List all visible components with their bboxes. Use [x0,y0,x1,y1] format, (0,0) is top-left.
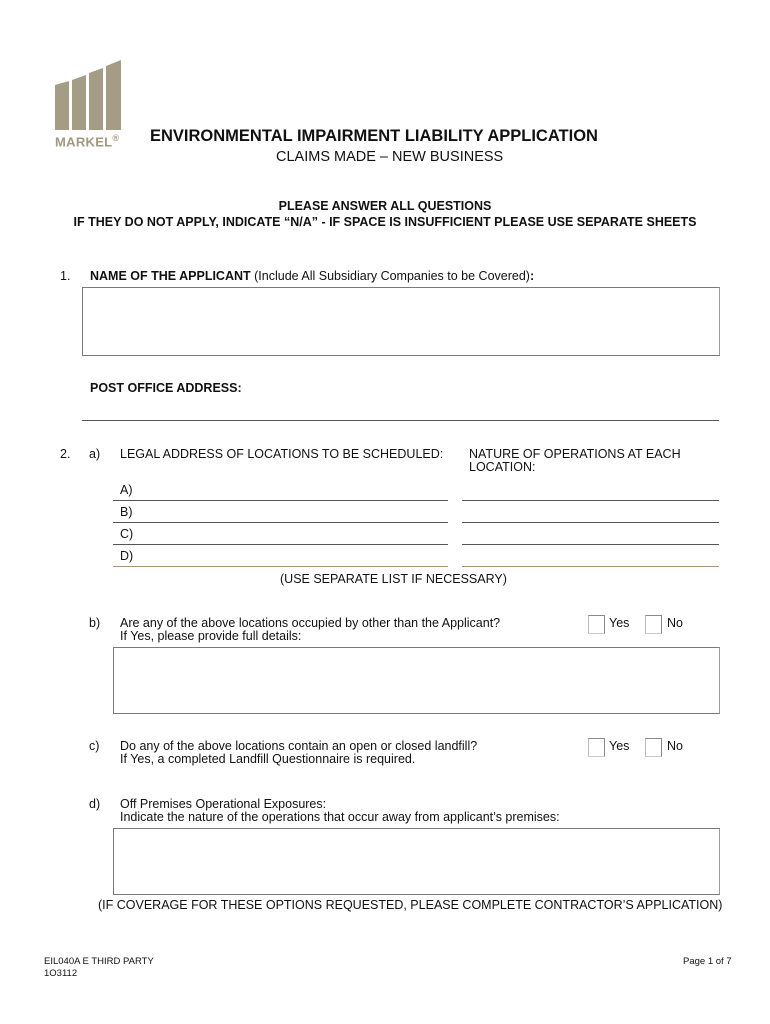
instruction-line-2: IF THEY DO NOT APPLY, INDICATE “N/A” - IF SPACE IS INSUFFICIENT PLEASE USE SEPARATE SHEETS [73,215,697,229]
q1-number: 1. [60,269,71,283]
location-operations-field-d[interactable] [462,566,719,567]
q2c-question: Do any of the above locations contain an open or closed landfill? [120,739,478,753]
location-address-field-a[interactable] [113,500,448,501]
location-operations-field-b[interactable] [462,522,719,523]
location-row-label-a: A) [120,483,133,497]
legal-address-heading: LEGAL ADDRESS OF LOCATIONS TO BE SCHEDULED: [120,447,444,461]
location-address-field-c[interactable] [113,544,448,545]
page-subtitle: CLAIMS MADE – NEW BUSINESS [276,149,504,165]
q1-label: NAME OF THE APPLICANT (Include All Subsidiary Companies to be Covered): [90,269,535,283]
location-operations-field-c[interactable] [462,544,719,545]
q2c-yes-label: Yes [609,739,630,753]
post-office-address-field[interactable] [82,420,719,421]
q2d-letter: d) [89,797,101,811]
footer-form-id: EIL040A E THIRD PARTY [44,956,154,967]
location-address-field-d[interactable] [113,566,448,567]
post-office-label: POST OFFICE ADDRESS: [90,381,242,395]
q2b-details-field[interactable] [113,647,720,714]
q2c-no-checkbox[interactable] [645,738,662,757]
applicant-name-field[interactable] [82,287,720,356]
q2-number: 2. [60,447,71,461]
nature-of-operations-heading-1: NATURE OF OPERATIONS AT EACH [469,447,681,461]
separate-list-note: (USE SEPARATE LIST IF NECESSARY) [280,572,507,586]
page-title: ENVIRONMENTAL IMPAIRMENT LIABILITY APPLICATION [150,127,598,145]
location-row-label-d: D) [120,549,134,563]
q2b-no-label: No [667,616,683,630]
q2c-no-label: No [667,739,683,753]
footer-form-date: 1O3112 [44,968,78,979]
q2d-details-field[interactable] [113,828,720,895]
location-row-label-b: B) [120,505,133,519]
q2b-no-checkbox[interactable] [645,615,662,634]
instruction-line-1: PLEASE ANSWER ALL QUESTIONS [278,199,492,213]
logo-wordmark: MARKEL® [55,133,120,150]
footer-page-number: Page 1 of 7 [683,956,732,967]
q2c-letter: c) [89,739,100,753]
location-address-field-b[interactable] [113,522,448,523]
q2d-question: Indicate the nature of the operations that occur away from applicant’s premises: [120,810,560,824]
q2c-followup: If Yes, a completed Landfill Questionnaire is required. [120,752,416,766]
q2b-followup: If Yes, please provide full details: [120,629,302,643]
location-operations-field-a[interactable] [462,500,719,501]
q2b-yes-checkbox[interactable] [588,615,605,634]
q2c-yes-checkbox[interactable] [588,738,605,757]
markel-logo-icon [55,60,125,130]
q2b-question: Are any of the above locations occupied by other than the Applicant? [120,616,501,630]
q2b-letter: b) [89,616,101,630]
q2b-yes-label: Yes [609,616,630,630]
q2d-heading: Off Premises Operational Exposures: [120,797,327,811]
nature-of-operations-heading-2: LOCATION: [469,460,536,474]
contractors-application-note: (IF COVERAGE FOR THESE OPTIONS REQUESTED, PLEASE COMPLETE CONTRACTOR’S APPLICATION) [98,898,723,912]
q2a-letter: a) [89,447,101,461]
location-row-label-c: C) [120,527,134,541]
